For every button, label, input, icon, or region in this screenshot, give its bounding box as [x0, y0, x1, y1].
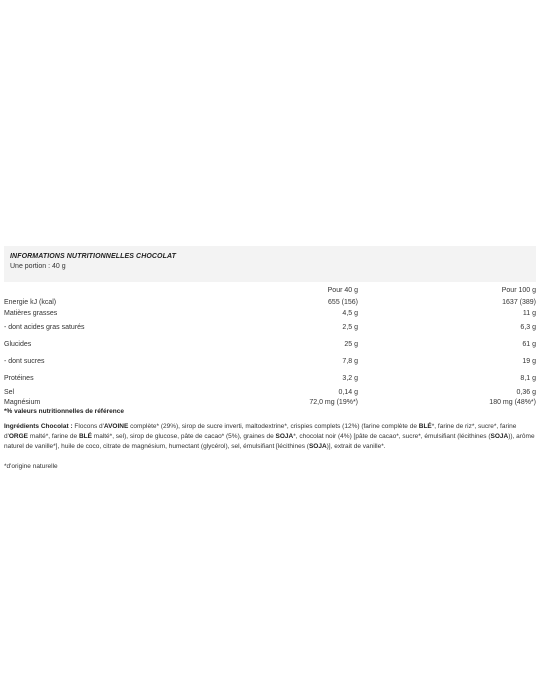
nutrient-name: Matières grasses	[4, 310, 58, 317]
ingredients-text	[4, 422, 536, 452]
section-title: INFORMATIONS NUTRITIONNELLES CHOCOLAT	[10, 253, 176, 260]
ingredients-part: malté*, farine de	[28, 433, 79, 440]
value-per-100g: 1637 (389)	[502, 299, 536, 306]
nutrition-table	[4, 282, 536, 407]
nutrition-panel	[4, 246, 536, 471]
nutrient-name: Protéines	[4, 375, 34, 382]
nutrient-name: - dont sucres	[4, 358, 45, 365]
ingredients-part: complète* (29%), sirop de sucre inverti, maltodextrine*, crispies complets (12%) (farine complète de	[128, 423, 419, 430]
ingredients-part: malté*, sel), sirop de glucose, pâte de cacao* (5%), graines de	[91, 433, 276, 440]
ingredients-part: *, chocolat noir (4%) [pâte de cacao*, sucre*, émulsifiant (lécithines (	[293, 433, 491, 440]
column-header-per-40g: Pour 40 g	[327, 286, 358, 294]
nutrition-header	[4, 246, 536, 282]
ingredients-label: Ingrédients Chocolat :	[4, 423, 73, 430]
allergen: AVOINE	[103, 423, 129, 430]
ingredients-part: )), arôme naturel de vanille*], huile de coco, citrate de magnésium, humectant (glycérol), sel, émulsifiant [lécithines (	[4, 433, 535, 450]
table-row	[4, 370, 536, 387]
allergen: SOJA	[308, 443, 327, 450]
allergen: SOJA	[275, 433, 294, 440]
column-header-per-100g: Pour 100 g	[501, 286, 536, 294]
value-per-40g: 4,5 g	[342, 310, 358, 317]
nutrient-name: Sel	[4, 389, 15, 396]
value-per-100g: 8,1 g	[520, 375, 536, 382]
reference-values-note: *% valeurs nutritionnelles de référence	[4, 408, 124, 415]
ingredients-part: )], extrait de vanille*.	[326, 443, 386, 450]
natural-origin-note: *d'origine naturelle	[4, 463, 58, 470]
table-row	[4, 319, 536, 336]
nutrient-name: - dont acides gras saturés	[4, 324, 85, 331]
value-per-100g: 61 g	[522, 341, 536, 348]
value-per-40g: 0,14 g	[338, 389, 358, 396]
value-per-40g: 655 (156)	[328, 299, 358, 306]
nutrient-name: Magnésium	[4, 399, 41, 406]
table-header-row	[4, 282, 536, 297]
value-per-100g: 180 mg (48%*)	[489, 399, 536, 406]
allergen: BLÉ	[78, 433, 92, 440]
table-row	[4, 398, 536, 407]
value-per-100g: 19 g	[522, 358, 536, 365]
value-per-100g: 11 g	[522, 310, 536, 317]
ingredients-part: Flocons d'	[72, 423, 104, 430]
portion-size: Une portion : 40 g	[10, 263, 66, 270]
allergen: ORGE	[8, 433, 29, 440]
nutrient-name: Glucides	[4, 341, 32, 348]
table-row	[4, 387, 536, 398]
value-per-100g: 0,36 g	[516, 389, 536, 396]
value-per-100g: 6,3 g	[520, 324, 536, 331]
value-per-40g: 72,0 mg (19%*)	[309, 399, 358, 406]
value-per-40g: 2,5 g	[342, 324, 358, 331]
ingredients-part: *, farine de riz*, sucre*, farine d'	[4, 423, 517, 440]
table-row	[4, 297, 536, 308]
table-row	[4, 336, 536, 353]
column-header-nutrient	[4, 282, 248, 297]
allergen: BLÉ	[418, 423, 432, 430]
allergen: SOJA	[490, 433, 509, 440]
value-per-40g: 25 g	[344, 341, 358, 348]
table-row	[4, 353, 536, 370]
table-row	[4, 308, 536, 319]
value-per-40g: 7,8 g	[342, 358, 358, 365]
value-per-40g: 3,2 g	[342, 375, 358, 382]
nutrient-name: Energie kJ (kcal)	[4, 299, 57, 306]
